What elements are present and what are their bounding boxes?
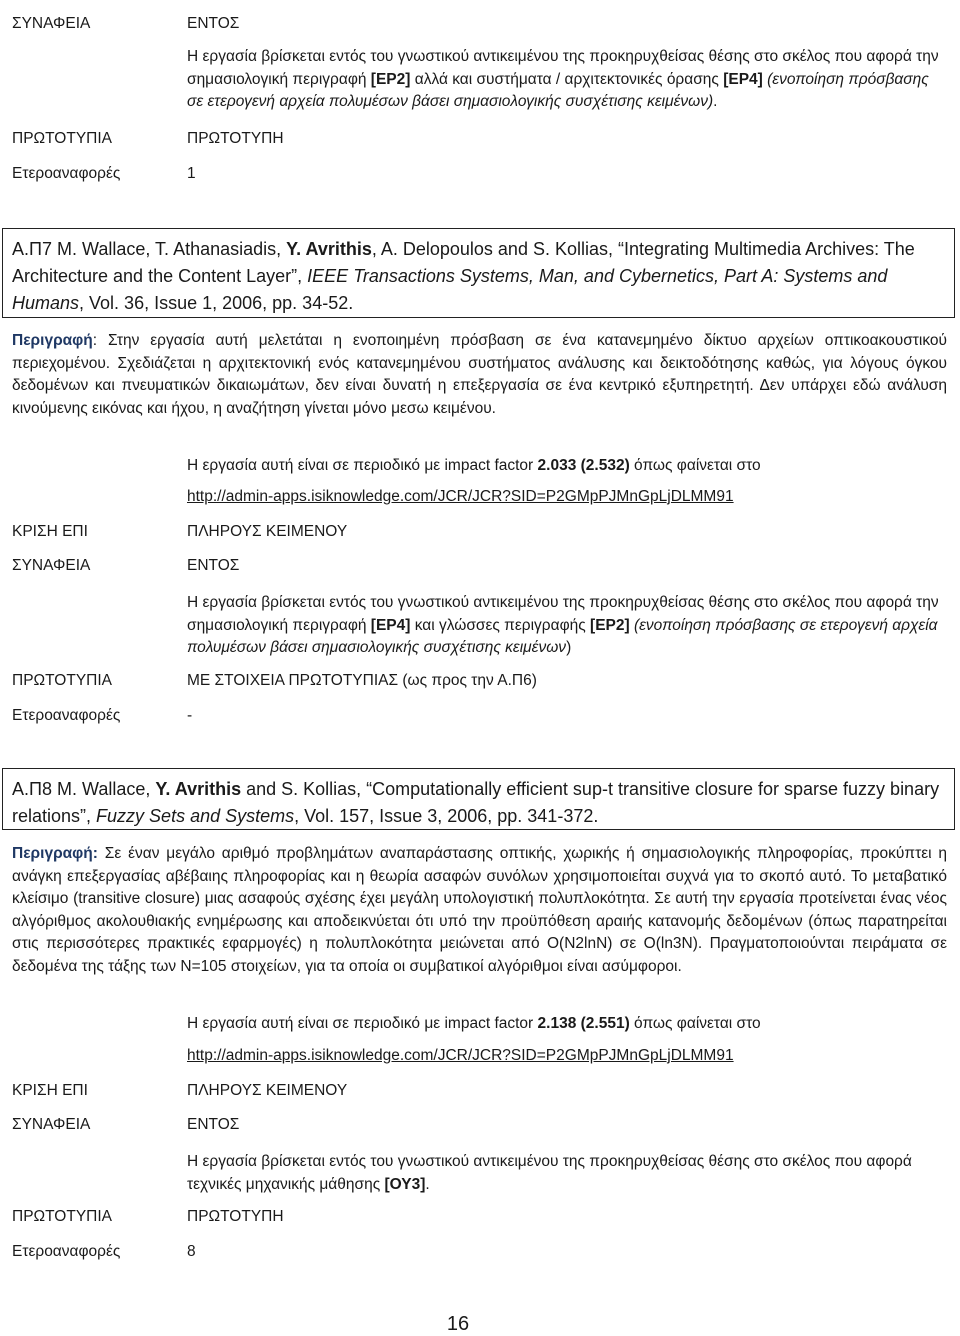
connection-value: ΕΝΤΟΣ — [187, 15, 240, 32]
relevance-paragraph: Η εργασία βρίσκεται εντός του γνωστικού αντικειμένου της προκηρυχθείσας θέσης στο σκέλος που αφορά την σημασιολογική περιγραφή [ΕΡ2] αλλά και συστήματα / αρχιτεκτονικές όρασης [ΕΡ4] (ενοποίηση πρόσβασης σε ετερογενή αρχεία πολυμέσων βάσει σημασιολογικής συσχέτισης κειμένων). — [187, 48, 939, 110]
citations-label: Ετεροαναφορές — [12, 165, 121, 182]
citations-value: 8 — [187, 1243, 196, 1260]
reference-box-ap7: Α.Π7 M. Wallace, T. Athanasiadis, Y. Avrithis, A. Delopoulos and S. Kollias, “Integrating Multimedia Archives: The Architecture and the Content Layer”, IEEE Transactions Systems, Man, and Cybernetics, Part A: Systems and Humans, Vol. 36, Issue 1, 2006, pp. 34-52. — [2, 228, 955, 318]
citations-value: 1 — [187, 165, 196, 182]
originality-value: ΜΕ ΣΤΟΙΧΕΙΑ ΠΡΩΤΟΤΥΠΙΑΣ (ως προς την Α.Π6) — [187, 672, 537, 689]
judged-value: ΠΛΗΡΟΥΣ ΚΕΙΜΕΝΟΥ — [187, 523, 348, 540]
relevance-paragraph: Η εργασία βρίσκεται εντός του γνωστικού αντικειμένου της προκηρυχθείσας θέσης στο σκέλος που αφορά την σημασιολογική περιγραφή [ΕΡ4] και γλώσσες περιγραφής [ΕΡ2] (ενοποίηση πρόσβασης σε ετερογενή αρχεία πολυμέσων βάσει σημασιολογικής συσχέτισης κειμένων) — [187, 594, 939, 656]
originality-value: ΠΡΩΤΟΤΥΠΗ — [187, 130, 284, 147]
connection-label: ΣΥΝΑΦΕΙΑ — [12, 15, 91, 32]
impact-factor-ap8: Η εργασία αυτή είναι σε περιοδικό με impact factor 2.138 (2.551) όπως φαίνεται στο — [187, 1015, 761, 1032]
originality-label: ΠΡΩΤΟΤΥΠΙΑ — [12, 130, 113, 147]
connection-value: ΕΝΤΟΣ — [187, 1116, 240, 1133]
judged-label: ΚΡΙΣΗ ΕΠΙ — [12, 1082, 88, 1099]
originality-label: ΠΡΩΤΟΤΥΠΙΑ — [12, 672, 113, 689]
connection-label: ΣΥΝΑΦΕΙΑ — [12, 1116, 91, 1133]
jcr-link-ap8[interactable]: http://admin-apps.isiknowledge.com/JCR/JCR?SID=P2GMpPJMnGpLjDLMM91 — [187, 1047, 734, 1064]
description-ap7: Περιγραφή: Στην εργασία αυτή μελετάται η ενοποιημένη πρόσβαση σε ένα κατανεμημένο δίκτυο αρχείων οπτικοακουστικού περιεχομένου. Σχεδιάζεται η αρχιτεκτονική ενός κατανεμημένου συστήματος ανάλυσης και δεικτοδότησης καθώς, για λόγους όγκου δεδομένων και πνευματικών δικαιωμάτων, δεν είναι δυνατή η επεξεργασία σε ένα κεντρικό εξυπηρετητή. Δεν υπάρχει εδώ ανάλυση κινούμενης εικόνας και ήχου, η αναζήτηση γίνεται μόνο μεσω κειμένου. — [12, 332, 947, 417]
connection-label: ΣΥΝΑΦΕΙΑ — [12, 557, 91, 574]
citations-label: Ετεροαναφορές — [12, 1243, 121, 1260]
description-ap8: Περιγραφή: Σε έναν μεγάλο αριθμό προβλημάτων αναπαράστασης οπτικής, χωρικής ή σημασιολογικής πληροφορίας, προκύπτει η ανάγκη επεξεργασίας αβέβαιης πληροφορίας και η θεωρία ασαφών συνόλων χρησιμοποιείται συχνά για το σκοπό αυτό. Το μεταβατικό κλείσιμο (transitive closure) μιας ασαφούς σχέσης έχει μεγάλη υπολογιστική πολυπλοκότητα. Σε αυτή την εργασία προτείνεται ένας νέος αλγόριθμος ακολουθιακής ενημέρωσης και αποδεικνύεται ότι υπό την προϋπόθεση αραιής κατανομής δεδομένων (όπως παρατηρείται στις περισσότερες πρακτικές εφαρμογές) η πολυπλοκότητα μειώνεται από O(N2lnN) σε O(ln3N). Πραγματοποιούνται πειράματα σε δεδομένα της τάξης των N=105 στοιχείων, για τα οποία οι συμβατικοί αλγόριθμοι είναι ασύμφοροι. — [12, 845, 947, 975]
reference-box-ap8: Α.Π8 M. Wallace, Y. Avrithis and S. Kollias, “Computationally efficient sup-t transitive closure for sparse fuzzy binary relations”, Fuzzy Sets and Systems, Vol. 157, Issue 3, 2006, pp. 341-372. — [2, 768, 955, 830]
judged-value: ΠΛΗΡΟΥΣ ΚΕΙΜΕΝΟΥ — [187, 1082, 348, 1099]
page-number: 16 — [446, 1313, 470, 1335]
citations-label: Ετεροαναφορές — [12, 707, 121, 724]
originality-label: ΠΡΩΤΟΤΥΠΙΑ — [12, 1208, 113, 1225]
originality-value: ΠΡΩΤΟΤΥΠΗ — [187, 1208, 284, 1225]
jcr-link-ap7[interactable]: http://admin-apps.isiknowledge.com/JCR/JCR?SID=P2GMpPJMnGpLjDLMM91 — [187, 488, 734, 505]
citations-value: - — [187, 707, 193, 724]
relevance-paragraph: Η εργασία βρίσκεται εντός του γνωστικού αντικειμένου της προκηρυχθείσας θέσης στο σκέλος που αφορά τεχνικές μηχανικής μάθησης [ΟΥ3]. — [187, 1153, 912, 1193]
impact-factor-ap7: Η εργασία αυτή είναι σε περιοδικό με impact factor 2.033 (2.532) όπως φαίνεται στο — [187, 457, 761, 474]
judged-label: ΚΡΙΣΗ ΕΠΙ — [12, 523, 88, 540]
connection-value: ΕΝΤΟΣ — [187, 557, 240, 574]
